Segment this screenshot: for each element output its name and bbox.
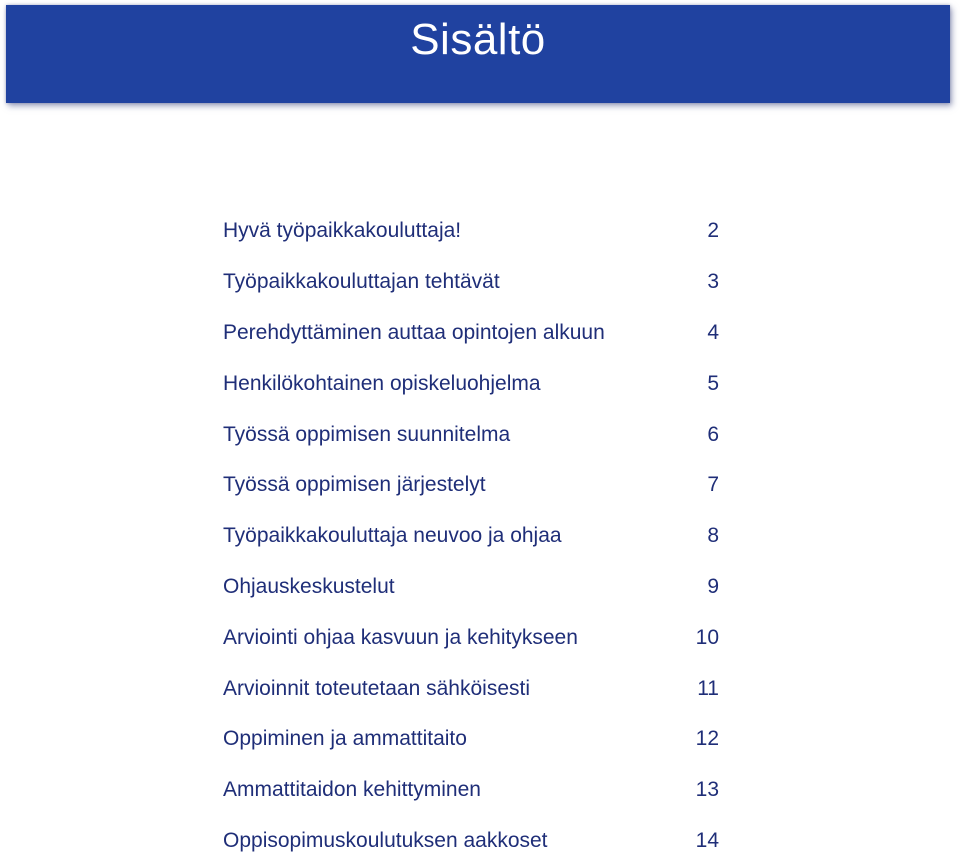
toc-entry-label: Oppisopimuskoulutuksen aakkoset — [223, 828, 548, 852]
toc-entry[interactable] — [223, 562, 719, 613]
toc-entry-label: Perehdyttäminen auttaa opintojen alkuun — [223, 320, 605, 344]
toc-entry-label: Oppiminen ja ammattitaito — [223, 727, 467, 751]
toc-entry-page: 4 — [707, 320, 719, 344]
toc-entry-page: 6 — [707, 422, 719, 446]
toc-entry-label: Työpaikkakouluttajan tehtävät — [223, 270, 500, 294]
toc-entry-page: 9 — [707, 574, 719, 598]
toc-entry-label: Ammattitaidon kehittyminen — [223, 778, 481, 802]
toc-entry[interactable] — [223, 460, 719, 511]
toc-entry-label: Henkilökohtainen opiskeluohjelma — [223, 371, 541, 395]
toc-entry[interactable] — [223, 663, 719, 714]
toc-entry-label: Ohjauskeskustelut — [223, 574, 395, 598]
toc-entry[interactable] — [223, 511, 719, 562]
toc-entry[interactable] — [223, 765, 719, 816]
toc-entry-label: Työssä oppimisen järjestelyt — [223, 473, 486, 497]
title-banner — [6, 5, 950, 103]
toc-entry-page: 13 — [695, 778, 719, 802]
table-of-contents — [223, 206, 719, 866]
toc-entry[interactable] — [223, 257, 719, 308]
toc-entry-page: 14 — [695, 828, 719, 852]
toc-entry-label: Työssä oppimisen suunnitelma — [223, 422, 511, 446]
toc-entry-page: 10 — [695, 625, 719, 649]
toc-entry[interactable] — [223, 358, 719, 409]
toc-entry-label: Hyvä työpaikkakouluttaja! — [223, 219, 462, 243]
toc-entry-label: Arvioinnit toteutetaan sähköisesti — [223, 676, 531, 700]
toc-entry-page: 8 — [707, 524, 719, 548]
toc-entry[interactable] — [223, 409, 719, 460]
toc-entry[interactable] — [223, 816, 719, 866]
toc-entry[interactable] — [223, 612, 719, 663]
toc-entry[interactable] — [223, 714, 719, 765]
toc-entry-page: 5 — [707, 371, 719, 395]
page-title: Sisältö — [410, 15, 546, 65]
toc-entry-page: 7 — [707, 473, 719, 497]
toc-entry-label: Työpaikkakouluttaja neuvoo ja ohjaa — [223, 524, 562, 548]
toc-entry-page: 12 — [695, 727, 719, 751]
toc-entry[interactable] — [223, 206, 719, 257]
toc-entry[interactable] — [223, 308, 719, 359]
toc-entry-page: 2 — [707, 219, 719, 243]
toc-entry-page: 11 — [697, 676, 719, 700]
toc-entry-label: Arviointi ohjaa kasvuun ja kehitykseen — [223, 625, 578, 649]
toc-entry-page: 3 — [707, 270, 719, 294]
